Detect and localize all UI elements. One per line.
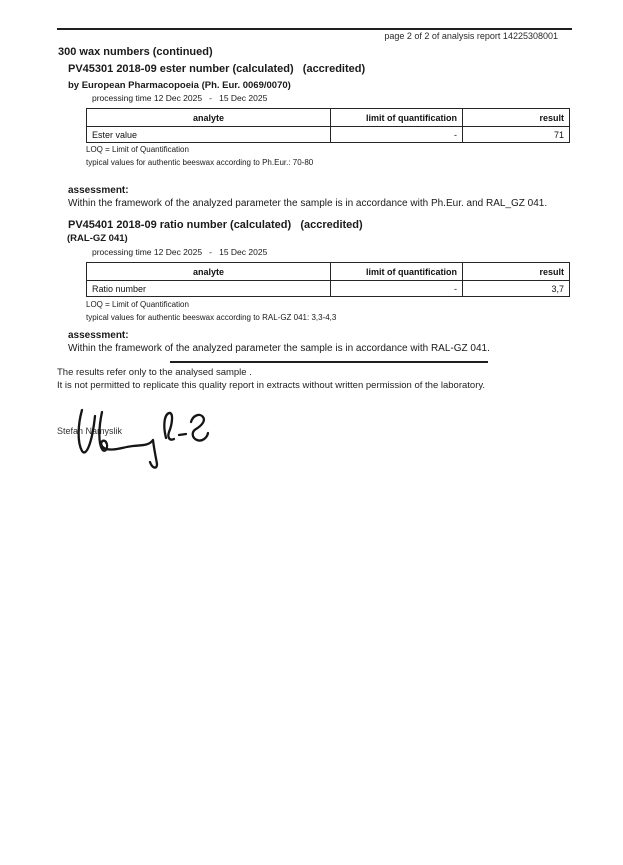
column-header-analyte: analyte	[87, 109, 331, 127]
method-2-subtitle: (RAL-GZ 041)	[67, 233, 128, 244]
header-rule	[57, 28, 572, 30]
method-2-typical-values-note: typical values for authentic beeswax according to RAL-GZ 041: 3,3-4,3	[86, 313, 337, 322]
table-row	[87, 127, 570, 143]
footer-rule	[170, 361, 488, 363]
method-2-assessment-label: assessment:	[68, 330, 129, 341]
method-1-assessment-label: assessment:	[68, 185, 129, 196]
method-1-assessment-text: Within the framework of the analyzed parameter the sample is in accordance with Ph.Eur. and RAL_GZ 041.	[68, 198, 548, 209]
results-disclaimer: The results refer only to the analysed sample .	[57, 367, 252, 378]
signer-name: Stefan Namyslik	[57, 426, 123, 436]
method-2-results-table	[86, 262, 570, 297]
method-1-results-table	[86, 108, 570, 143]
column-header-result: result	[463, 263, 570, 281]
cell-result: 71	[463, 127, 570, 143]
permission-disclaimer: It is not permitted to replicate this quality report in extracts without written permission of the laboratory.	[57, 380, 486, 391]
method-2-assessment-text: Within the framework of the analyzed parameter the sample is in accordance with RAL-GZ 041.	[68, 343, 490, 354]
table-header-row	[87, 109, 570, 127]
cell-analyte: Ratio number	[87, 281, 331, 297]
handwritten-signature	[60, 396, 215, 472]
method-1-processing-time: processing time 12 Dec 2025 - 15 Dec 2025	[92, 93, 268, 103]
column-header-loq: limit of quantification	[331, 263, 463, 281]
table-header-row	[87, 263, 570, 281]
method-1-title: PV45301 2018-09 ester number (calculated) (accredited)	[68, 63, 366, 75]
table-row	[87, 281, 570, 297]
column-header-result: result	[463, 109, 570, 127]
cell-loq: -	[331, 281, 463, 297]
column-header-analyte: analyte	[87, 263, 331, 281]
method-1-typical-values-note: typical values for authentic beeswax according to Ph.Eur.: 70-80	[86, 158, 314, 167]
method-2-processing-time: processing time 12 Dec 2025 - 15 Dec 2025	[92, 247, 268, 257]
method-2-loq-note: LOQ = Limit of Quantification	[86, 300, 189, 309]
column-header-loq: limit of quantification	[331, 109, 463, 127]
method-1-subtitle: by European Pharmacopoeia (Ph. Eur. 0069/0070)	[68, 80, 291, 91]
section-title: 300 wax numbers (continued)	[58, 46, 213, 58]
method-1-loq-note: LOQ = Limit of Quantification	[86, 145, 189, 154]
cell-result: 3,7	[463, 281, 570, 297]
cell-loq: -	[331, 127, 463, 143]
method-2-title: PV45401 2018-09 ratio number (calculated) (accredited)	[68, 219, 363, 231]
page-number-line: page 2 of 2 of analysis report 14225308001	[384, 31, 558, 41]
cell-analyte: Ester value	[87, 127, 331, 143]
